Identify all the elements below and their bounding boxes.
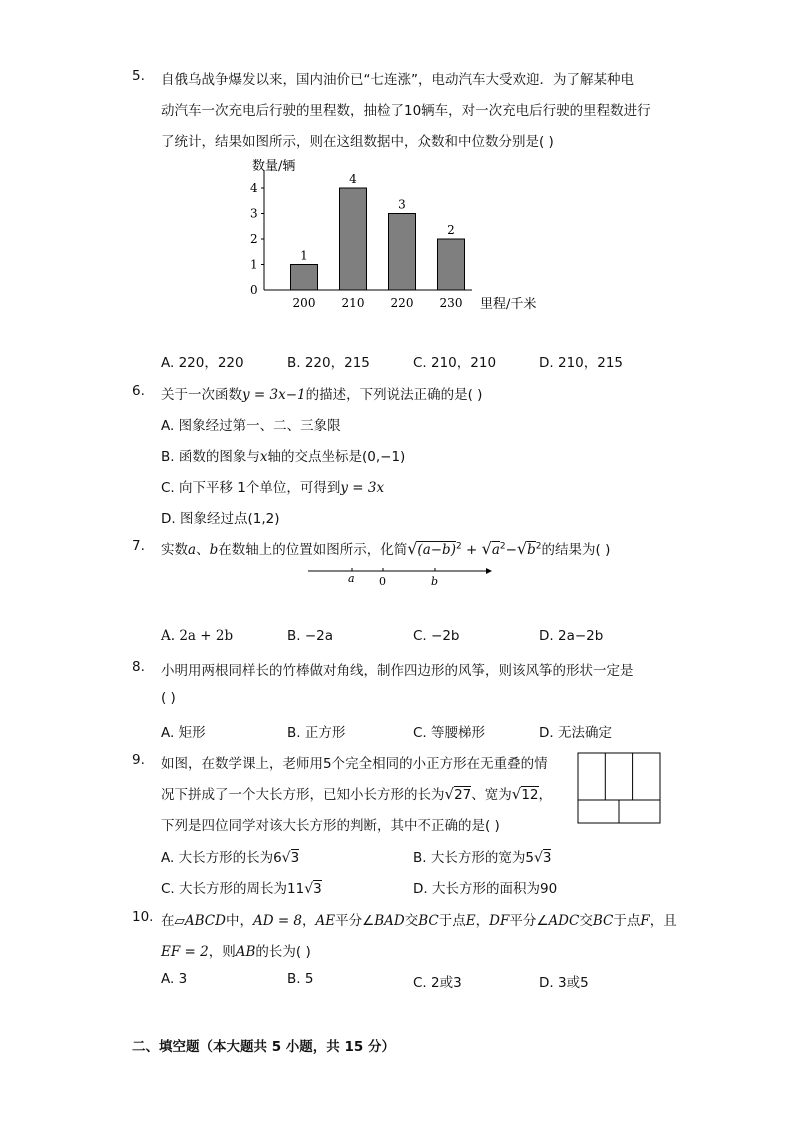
q6-stem: 关于一次函数y = 3x−1的描述，下列说法正确的是( ) bbox=[161, 387, 483, 403]
q10-option-b: B. 5 bbox=[287, 971, 314, 987]
number-line-label-0: 0 bbox=[379, 575, 386, 588]
x-tick-label-210: 210 bbox=[341, 296, 365, 310]
y-tick-label-0: 0 bbox=[250, 283, 258, 297]
bar-220 bbox=[389, 214, 416, 291]
q10-option-a: A. 3 bbox=[161, 971, 188, 987]
q10-option-c: C. 2或3 bbox=[413, 975, 462, 991]
q7-option-c: C. −2b bbox=[413, 628, 460, 644]
q6-number: 6. bbox=[132, 383, 145, 399]
data-label-200: 1 bbox=[300, 248, 308, 263]
sqrt-expression-3: $√b^2$ bbox=[516, 539, 542, 558]
x-tick-label-220: 220 bbox=[390, 296, 414, 310]
y-tick-label-4: 4 bbox=[250, 181, 258, 195]
data-label-230: 2 bbox=[447, 223, 455, 237]
q9-option-b: B. 大长方形的宽为5√3 bbox=[413, 850, 552, 866]
sqrt-expression-1: $√(a-b)^2$ bbox=[407, 539, 462, 558]
q8-line-1: 小明用两根同样长的竹棒做对角线，制作四边形的风筝，则该风筝的形状一定是 bbox=[161, 663, 634, 679]
q7-number: 7. bbox=[132, 538, 145, 554]
data-label-220: 3 bbox=[398, 197, 406, 212]
chart-xlabel: 里程/千米 bbox=[480, 297, 537, 312]
bar-200 bbox=[291, 265, 318, 291]
x-tick-label-200: 200 bbox=[292, 296, 316, 310]
q5-line-3: 了统计，结果如图所示，则在这组数据中，众数和中位数分别是( ) bbox=[161, 134, 554, 150]
q9-option-c: C. 大长方形的周长为11√3 bbox=[161, 881, 322, 897]
q6-option-b: B. 函数的图象与x轴的交点坐标是(0,−1) bbox=[161, 449, 406, 465]
q5-line-1: 自俄乌战争爆发以来，国内油价已“七连涨”，电动汽车大受欢迎．为了解某种电 bbox=[161, 72, 634, 88]
q10-option-d: D. 3或5 bbox=[539, 975, 589, 991]
q8-line-2: ( ) bbox=[161, 690, 176, 706]
q10-line-2: EF = 2，则AB的长为( ) bbox=[161, 944, 311, 960]
q7-option-b: B. −2a bbox=[287, 628, 334, 644]
q9-option-a: A. 大长方形的长为6√3 bbox=[161, 850, 300, 866]
x-tick-label-230: 230 bbox=[439, 296, 463, 310]
q5-option-d: D. 210，215 bbox=[539, 355, 624, 371]
q5-line-2: 动汽车一次充电后行驶的里程数，抽检了10辆车，对一次充电后行驶的里程数进行 bbox=[161, 103, 651, 119]
q10-line-1: 在▱ABCD中，AD = 8，AE平分∠BAD交BC于点E，DF平分∠ADC交BC于点F，且 bbox=[161, 913, 677, 929]
q6-option-d: D. 图象经过点(1,2) bbox=[161, 511, 280, 527]
chart-ylabel: 数量/辆 bbox=[252, 159, 296, 174]
bar-230 bbox=[438, 239, 465, 290]
q9-line-3: 下列是四位同学对该大长方形的判断，其中不正确的是( ) bbox=[161, 818, 500, 834]
q6-option-a: A. 图象经过第一、二、三象限 bbox=[161, 418, 341, 434]
y-tick-label-2: 2 bbox=[250, 232, 258, 246]
number-line-label-b: b bbox=[431, 575, 439, 588]
q9-number: 9. bbox=[132, 752, 145, 768]
q5-option-a: A. 220，220 bbox=[161, 355, 244, 371]
q9-line-1: 如图，在数学课上，老师用5个完全相同的小正方形在无重叠的情 bbox=[161, 756, 548, 772]
y-tick-label-1: 1 bbox=[250, 257, 258, 272]
q9-option-d: D. 大长方形的面积为90 bbox=[413, 881, 558, 897]
q6-option-c: C. 向下平移 1个单位，可得到y = 3x bbox=[161, 480, 385, 496]
rectangle-figure bbox=[577, 752, 663, 826]
q7-option-a: A. 2a + 2b bbox=[161, 628, 234, 644]
q5-number: 5. bbox=[132, 68, 145, 84]
q8-option-a: A. 矩形 bbox=[161, 725, 206, 741]
number-line-label-a: a bbox=[348, 572, 355, 585]
q7-option-d: D. 2a−2b bbox=[539, 628, 604, 644]
y-tick-label-3: 3 bbox=[250, 206, 258, 221]
bar-210 bbox=[340, 188, 367, 290]
q8-option-b: B. 正方形 bbox=[287, 725, 346, 741]
q8-option-d: D. 无法确定 bbox=[539, 725, 612, 741]
q5-option-b: B. 220，215 bbox=[287, 355, 370, 371]
q10-number: 10. bbox=[132, 909, 154, 925]
q9-line-2: 况下拼成了一个大长方形，已知小长方形的长为√27、宽为√12， bbox=[161, 785, 552, 803]
data-label-210: 4 bbox=[349, 172, 357, 186]
q7-stem: 实数a、b在数轴上的位置如图所示，化简$√(a-b)^2 + √a^2-√b^2$的结果为( ) bbox=[161, 539, 611, 558]
q5-option-c: C. 210，210 bbox=[413, 355, 497, 371]
q8-number: 8. bbox=[132, 659, 145, 675]
section-heading: 二、填空题（本大题共 5 小题，共 15 分） bbox=[132, 1039, 395, 1055]
bar-chart bbox=[240, 150, 560, 318]
q8-option-c: C. 等腰梯形 bbox=[413, 725, 486, 741]
sqrt-expression-2: $√a^2$ bbox=[481, 539, 506, 558]
number-line bbox=[300, 560, 500, 590]
